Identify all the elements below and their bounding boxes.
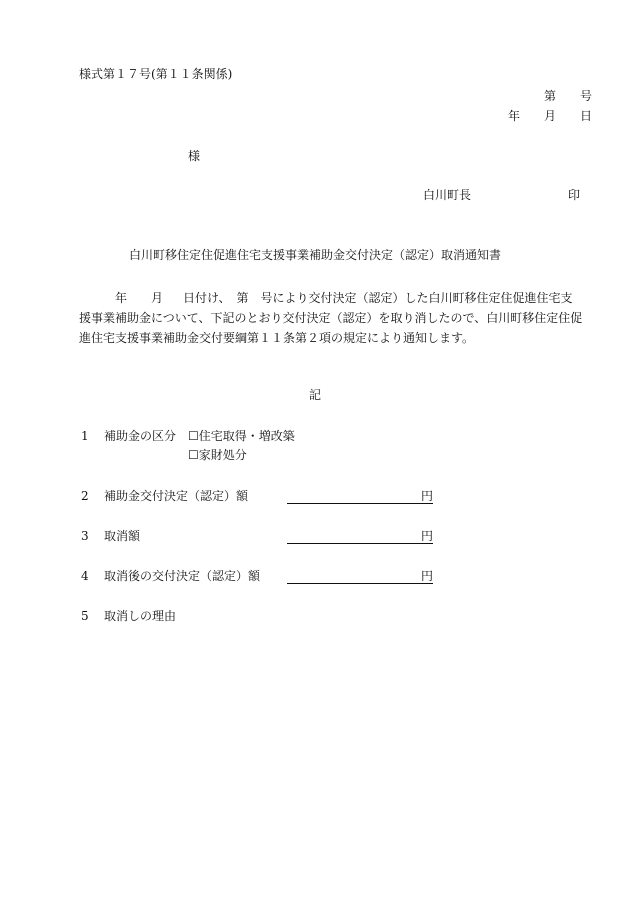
body-line-3: 進住宅支援事業補助金交付要綱第１１条第２項の規定により通知します。	[79, 331, 475, 345]
item-2-label: 補助金交付決定（認定）額	[104, 489, 249, 503]
body-month: 月	[151, 291, 164, 305]
item-5-number: 5	[81, 609, 89, 623]
body-line-1-text: 日付け、 第 号により交付決定（認定）した白川町移住定住促進住宅支	[183, 291, 573, 305]
addressee-suffix: 様	[188, 149, 201, 163]
item-2-unit: 円	[421, 489, 434, 503]
body-line-1	[79, 288, 599, 308]
ki-heading: 記	[308, 388, 321, 402]
item-3-label: 取消額	[104, 529, 141, 543]
form-label: 様式第１７号(第１１条関係)	[79, 67, 233, 81]
item-3-unit: 円	[421, 529, 434, 543]
body-paragraph	[79, 288, 599, 348]
item-1-option-housing: ☐住宅取得・増改築	[188, 429, 295, 443]
item-4-unit: 円	[421, 569, 434, 583]
item-3-amount-line	[287, 543, 433, 544]
body-year: 年	[115, 291, 128, 305]
item-4-number: 4	[81, 569, 89, 583]
issue-date: 年 月 日	[507, 109, 592, 123]
document-number: 第 号	[543, 89, 592, 103]
item-5-label: 取消しの理由	[104, 609, 177, 623]
item-2-amount-line	[287, 503, 433, 504]
issuer-name: 白川町長	[423, 188, 472, 202]
body-line-2: 援事業補助金について、下記のとおり交付決定（認定）を取り消したので、白川町移住定住促	[79, 311, 583, 325]
item-4-label: 取消後の交付決定（認定）額	[104, 569, 261, 583]
item-1-option-household: ☐家財処分	[188, 448, 247, 462]
item-1-label: 補助金の区分	[104, 429, 177, 443]
item-4-amount-line	[287, 583, 433, 584]
item-1-number: 1	[81, 429, 89, 443]
item-2-number: 2	[81, 489, 89, 503]
item-3-number: 3	[81, 529, 89, 543]
seal-mark: 印	[568, 188, 581, 202]
document-title: 白川町移住定住促進住宅支援事業補助金交付決定（認定）取消通知書	[128, 248, 501, 262]
